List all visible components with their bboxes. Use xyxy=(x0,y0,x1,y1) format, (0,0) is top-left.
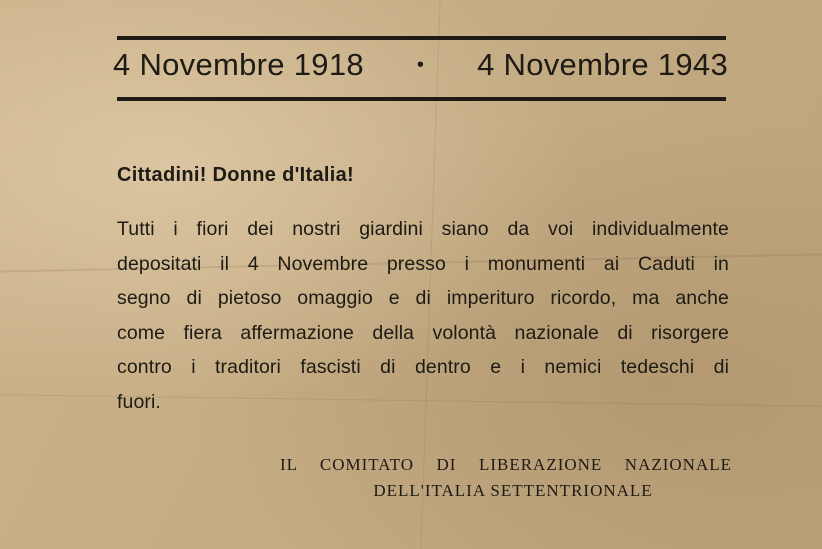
signature xyxy=(280,452,732,504)
header-dates xyxy=(113,47,728,83)
top-rule xyxy=(117,36,726,40)
body-line: come fiera affermazione della volontà nazionale di risorgere xyxy=(117,321,729,344)
salutation: Cittadini! Donne d'Italia! xyxy=(117,164,354,186)
date-separator: • xyxy=(416,53,425,76)
date-left: 4 Novembre 1918 xyxy=(113,47,364,82)
signature-line-2: DELL'ITALIA SETTENTRIONALE xyxy=(373,481,653,500)
body-line: depositati il 4 Novembre presso i monumenti ai Caduti in xyxy=(117,252,729,275)
body-line: fuori. xyxy=(117,390,161,413)
body-line: Tutti i fiori dei nostri giardini siano da voi individualmente xyxy=(117,218,729,240)
bottom-rule xyxy=(117,97,726,101)
signature-line-1: IL COMITATO DI LIBERAZIONE NAZIONALE xyxy=(280,455,732,474)
body-line: segno di pietoso omaggio e di imperituro ricordo, ma anche xyxy=(117,287,729,309)
body-line: contro i traditori fascisti di dentro e i nemici tedeschi di xyxy=(117,356,729,378)
body-text xyxy=(117,212,729,419)
date-right: 4 Novembre 1943 xyxy=(477,47,728,82)
